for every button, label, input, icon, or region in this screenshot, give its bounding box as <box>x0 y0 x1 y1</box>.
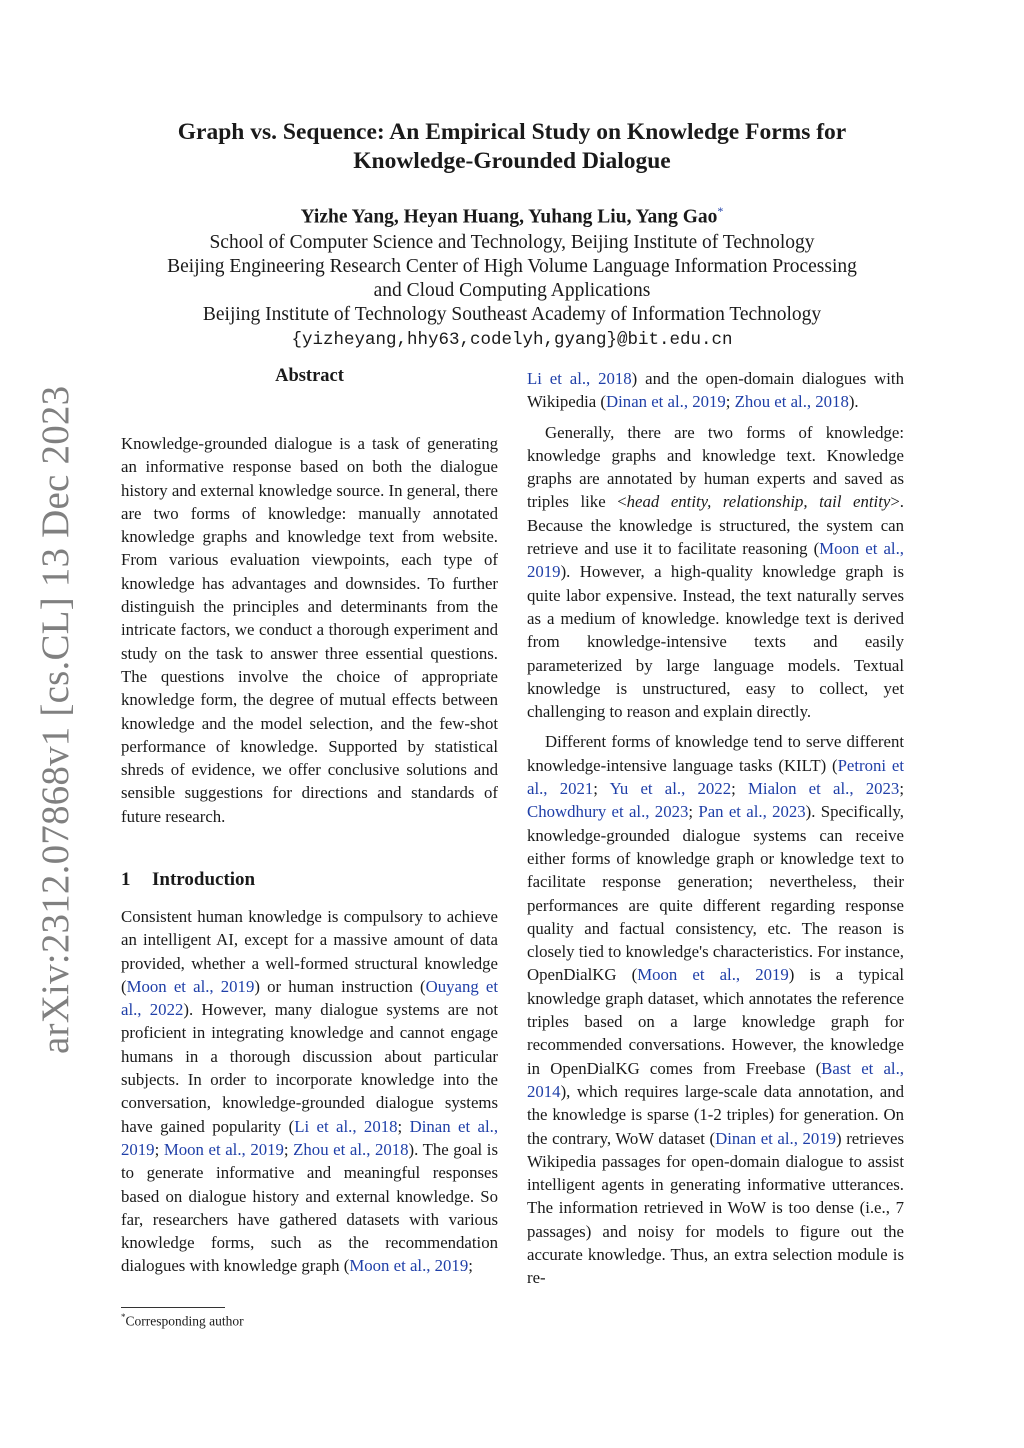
text-run: Different forms of knowledge tend to serve different knowledge-intensive language tasks (KILT) ( <box>527 732 904 775</box>
text-run: ; <box>593 779 610 799</box>
paper-title <box>110 118 914 176</box>
text-run: ) and the open-domain dialogues with Wikipedia ( <box>527 369 904 412</box>
citation-link[interactable]: Zhou et al., 2018 <box>293 1139 409 1159</box>
corresponding-author-mark: * <box>717 204 724 218</box>
abstract-heading: Abstract <box>275 366 344 386</box>
text-run: ), which requires large-scale data annotation, and the knowledge is sparse (1-2 triples) for generation. On the contrary, WoW dataset ( <box>527 1081 904 1148</box>
text-run: ; <box>468 1256 473 1276</box>
affiliation-2-cont: and Cloud Computing Applications <box>373 279 651 301</box>
text-run: ; <box>154 1139 164 1159</box>
text-run: ). <box>848 392 859 412</box>
section-title: Introduction <box>152 869 256 890</box>
text-run: ; <box>283 1139 294 1159</box>
intro-paragraph-1 <box>121 905 498 1278</box>
citation-link[interactable]: Dinan et al., 2019 <box>606 392 726 412</box>
citation-link[interactable]: Yu et al., 2022 <box>609 779 732 799</box>
author-list <box>110 198 914 231</box>
text-run: ; <box>397 1116 410 1136</box>
text-run: Generally, there are two forms of knowledge: knowledge graphs and knowledge text. Knowledge graphs are annotated by human experts and saved as triples like < <box>527 422 904 512</box>
text-run: >. Because the knowledge is structured, the system can retrieve and use it to facilitate reasoning ( <box>527 492 904 559</box>
citation-link[interactable]: Mialon et al., 2023 <box>747 779 900 799</box>
text-run: ). However, many dialogue systems are not proficient in integrating knowledge and cannot engage humans in a thorough discussion about particular subjects. In order to incorporate knowledge into the conversation, knowledge-grounded dialogue systems have gained popularity ( <box>121 1000 499 1136</box>
text-run: ; <box>731 779 748 799</box>
text-run: ). The goal is to generate informative and meaningful responses based on dialogue history and external knowledge. So far, researchers have gathered datasets with various knowledge forms, such as the recommendation dialogues with knowledge graph ( <box>121 1139 498 1276</box>
citation-link[interactable]: Li et al., 2018 <box>527 369 632 388</box>
footnote-mark: * <box>121 1312 126 1322</box>
right-column <box>527 367 904 1290</box>
intro-paragraph-3 <box>527 730 904 1289</box>
citation-link[interactable]: Pan et al., 2023 <box>698 802 806 822</box>
text-run: ). However, a high-quality knowledge graph is quite labor expensive. Instead, the text naturally serves as a medium of knowledge. knowledge text is derived from knowledge-intensive texts and easily parameterized by large language models. Textual knowledge is unstructured, easy to collect, yet challenging to reason and explain directly. <box>527 562 904 722</box>
citation-link[interactable]: Dinan et al., 2019 <box>121 1116 499 1159</box>
abstract-body <box>121 432 498 828</box>
paper-header <box>110 118 914 353</box>
citation-link[interactable]: Moon et al., 2019 <box>637 965 789 985</box>
triple-format: head entity, relationship, tail entity <box>626 492 891 512</box>
section-heading-introduction <box>121 869 255 891</box>
text-run: ) or human instruction ( <box>254 976 426 996</box>
citation-link[interactable]: Zhou et al., 2018 <box>734 392 849 412</box>
text-run: ). Specifically, knowledge-grounded dialogue systems can receive either forms of knowledge graph or knowledge text to facilitate response generation; nevertheless, their performances are quite different regarding response quality and factual consistency, etc. The reason is closely tied to knowledge's characteristics. For instance, OpenDialKG ( <box>527 802 905 985</box>
citation-link[interactable]: Li et al., 2018 <box>294 1116 398 1136</box>
text-run: ) retrieves Wikipedia passages for open-domain dialogue to assist intelligent agents in generating informative utterances. The information retrieved in WoW is too dense (i.e., 7 passages) and noisy for models to figure out the accurate knowledge. Thus, an extra selection module is re- <box>527 1128 904 1288</box>
abstract-text: Knowledge-grounded dialogue is a task of generating an informative response based on both the dialogue history and external knowledge source. In general, there are two forms of knowledge: manually annotated knowledge graphs and knowledge text from website. From various evaluation viewpoints, each type of knowledge has advantages and downsides. To further distinguish the principles and determinants from the intricate factors, we conduct a thorough experiment and study on the task to answer three essential questions. The questions involve the choice of appropriate knowledge form, the degree of mutual effects between knowledge and the model selection, and the few-shot performance of knowledge. Supported by statistical shreds of evidence, we offer conclusive solutions and sensible suggestions for directions and standards of future research. <box>121 434 498 826</box>
citation-link[interactable]: Moon et al., 2019 <box>349 1256 469 1276</box>
footnote <box>121 1312 244 1330</box>
title-line-2: Knowledge-Grounded Dialogue <box>353 148 671 174</box>
arxiv-identifier: arXiv:2312.07868v1 [cs.CL] 13 Dec 2023 <box>34 385 77 1054</box>
affiliation-2: Beijing Engineering Research Center of High Volume Language Information Processing <box>167 255 857 277</box>
footnote-divider <box>121 1307 225 1308</box>
text-run: ; <box>688 802 699 822</box>
citation-link[interactable]: Petroni et al., 2021 <box>527 755 904 799</box>
author-emails: {yizheyang,hhy63,codelyh,gyang}@bit.edu.cn <box>291 329 733 350</box>
citation-link[interactable]: Moon et al., 2019 <box>527 539 904 582</box>
text-run: ; <box>899 779 904 799</box>
intro-paragraph-2 <box>527 421 904 724</box>
author-names: Yizhe Yang, Heyan Huang, Yuhang Liu, Yang Gao <box>300 206 718 228</box>
text-run: ) is a typical knowledge graph dataset, which annotates the reference triples based on a large knowledge graph for recommended conversations. However, the knowledge in OpenDialKG comes from Freebase ( <box>527 965 905 1078</box>
text-run: Consistent human knowledge is compulsory to achieve an intelligent AI, except for a massive amount of data provided, whether a well-formed structural knowledge ( <box>121 907 498 996</box>
introduction-body <box>121 905 498 1278</box>
intro-paragraph-1-continued <box>527 367 904 414</box>
citation-link[interactable]: Dinan et al., 2019 <box>715 1128 837 1148</box>
citation-link[interactable]: Ouyang et al., 2022 <box>121 976 498 1020</box>
affiliation-1: School of Computer Science and Technology, Beijing Institute of Technology <box>209 231 815 253</box>
footnote-text: Corresponding author <box>125 1313 244 1329</box>
citation-link[interactable]: Chowdhury et al., 2023 <box>527 802 689 822</box>
section-number: 1 <box>121 869 131 890</box>
citation-link[interactable]: Moon et al., 2019 <box>163 1139 284 1159</box>
citation-link[interactable]: Bast et al., 2014 <box>527 1058 904 1101</box>
text-run: ; <box>725 392 735 412</box>
affiliation-3: Beijing Institute of Technology Southeast Academy of Information Technology <box>202 303 822 325</box>
citation-link[interactable]: Moon et al., 2019 <box>126 976 255 996</box>
title-line-1: Graph vs. Sequence: An Empirical Study on Knowledge Forms for <box>177 119 847 145</box>
